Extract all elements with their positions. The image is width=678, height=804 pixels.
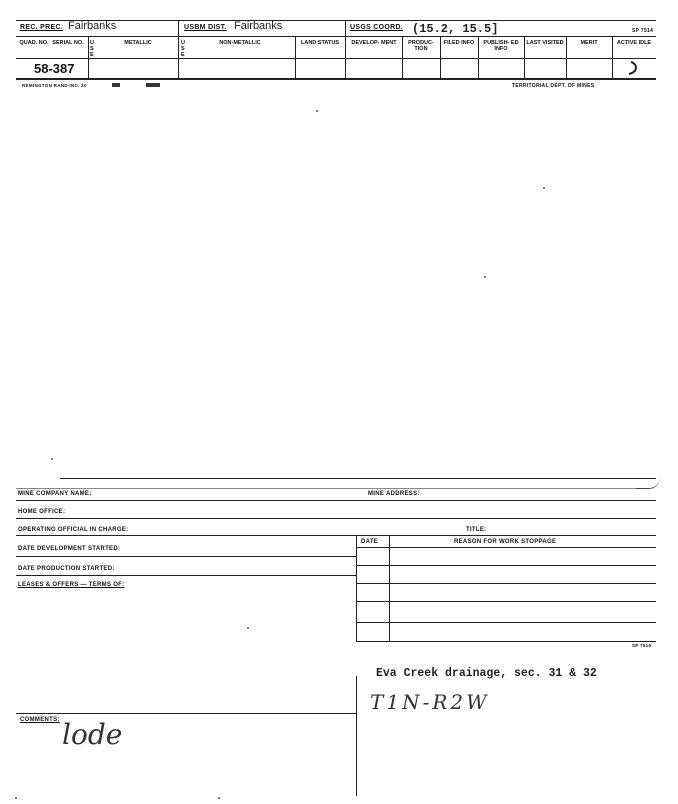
comments-label: COMMENTS: (20, 717, 60, 723)
scan-speck (484, 276, 486, 278)
leases-offers-label: LEASES & OFFERS — TERMS OF: (18, 582, 125, 588)
operating-official-label: OPERATING OFFICIAL IN CHARGE: (18, 527, 129, 533)
date-development-label: DATE DEVELOPMENT STARTED: (18, 546, 121, 552)
scan-speck (543, 187, 545, 189)
mine-address-label: MINE ADDRESS: (368, 491, 420, 497)
dept-note: TERRITORIAL DEPT. OF MINES (512, 83, 595, 89)
printer-mark-2 (146, 83, 160, 87)
date-production-label: DATE PRODUCTION STARTED: (18, 566, 115, 572)
usgs-coord-label: USGS COORD. (350, 24, 404, 31)
col-metallic: METALLIC (124, 40, 152, 46)
usgs-coord-value: (15.2, 15.5] (412, 22, 499, 36)
rec-prec-label: REC. PREC. (20, 24, 64, 31)
home-office-label: HOME OFFICE: (18, 509, 66, 515)
usbm-dist-label: USBM DIST. (184, 24, 227, 31)
mine-company-name-label: MINE COMPANY NAME: (18, 491, 92, 497)
col-non-metallic: NON-METALLIC (219, 40, 261, 46)
col-filed-info: FILED INFO (443, 40, 475, 46)
title-label: TITLE: (466, 527, 487, 533)
handwritten-township: T1N-R2W (370, 690, 490, 714)
col-development: DEVELOP- MENT (351, 40, 397, 46)
scan-curve (636, 478, 660, 489)
scan-speck (218, 797, 220, 799)
col-serial-no: SERIAL NO. (52, 40, 84, 46)
col-active-idle: ACTIVE IDLE (616, 40, 652, 46)
scan-speck (247, 627, 249, 629)
check-mark (626, 60, 642, 78)
typed-location-note: Eva Creek drainage, sec. 31 & 32 (376, 667, 597, 680)
col-last-visited: LAST VISITED (526, 40, 564, 46)
col-land-status: LAND STATUS (301, 40, 339, 46)
col-use-nonmetallic: U S E (181, 40, 185, 58)
rec-prec-value: Fairbanks (68, 20, 117, 32)
form-number-bottom: SP 7515 (632, 643, 652, 648)
col-quad-no: QUAD. NO. (19, 40, 49, 46)
form-number-top: SP 7514 (632, 28, 654, 34)
scan-speck (316, 110, 318, 112)
reason-col-label: REASON FOR WORK STOPPAGE (454, 539, 557, 545)
handwritten-comment: lode (62, 718, 123, 751)
quad-serial-value: 58-387 (34, 61, 75, 76)
printer-note: REMINGTON RAND INC. 20 (22, 83, 87, 88)
printer-mark-1 (112, 83, 120, 87)
col-merit: MERIT (580, 40, 598, 46)
col-published-info: PUBLISH- ED INFO (483, 40, 519, 52)
date-col-label: DATE (361, 539, 379, 545)
scan-speck (51, 458, 53, 460)
scan-speck (15, 797, 17, 799)
col-use-metallic: U S E (90, 40, 94, 58)
usbm-dist-value: Fairbanks (234, 20, 283, 32)
col-production: PRODUC- TION (408, 40, 434, 52)
